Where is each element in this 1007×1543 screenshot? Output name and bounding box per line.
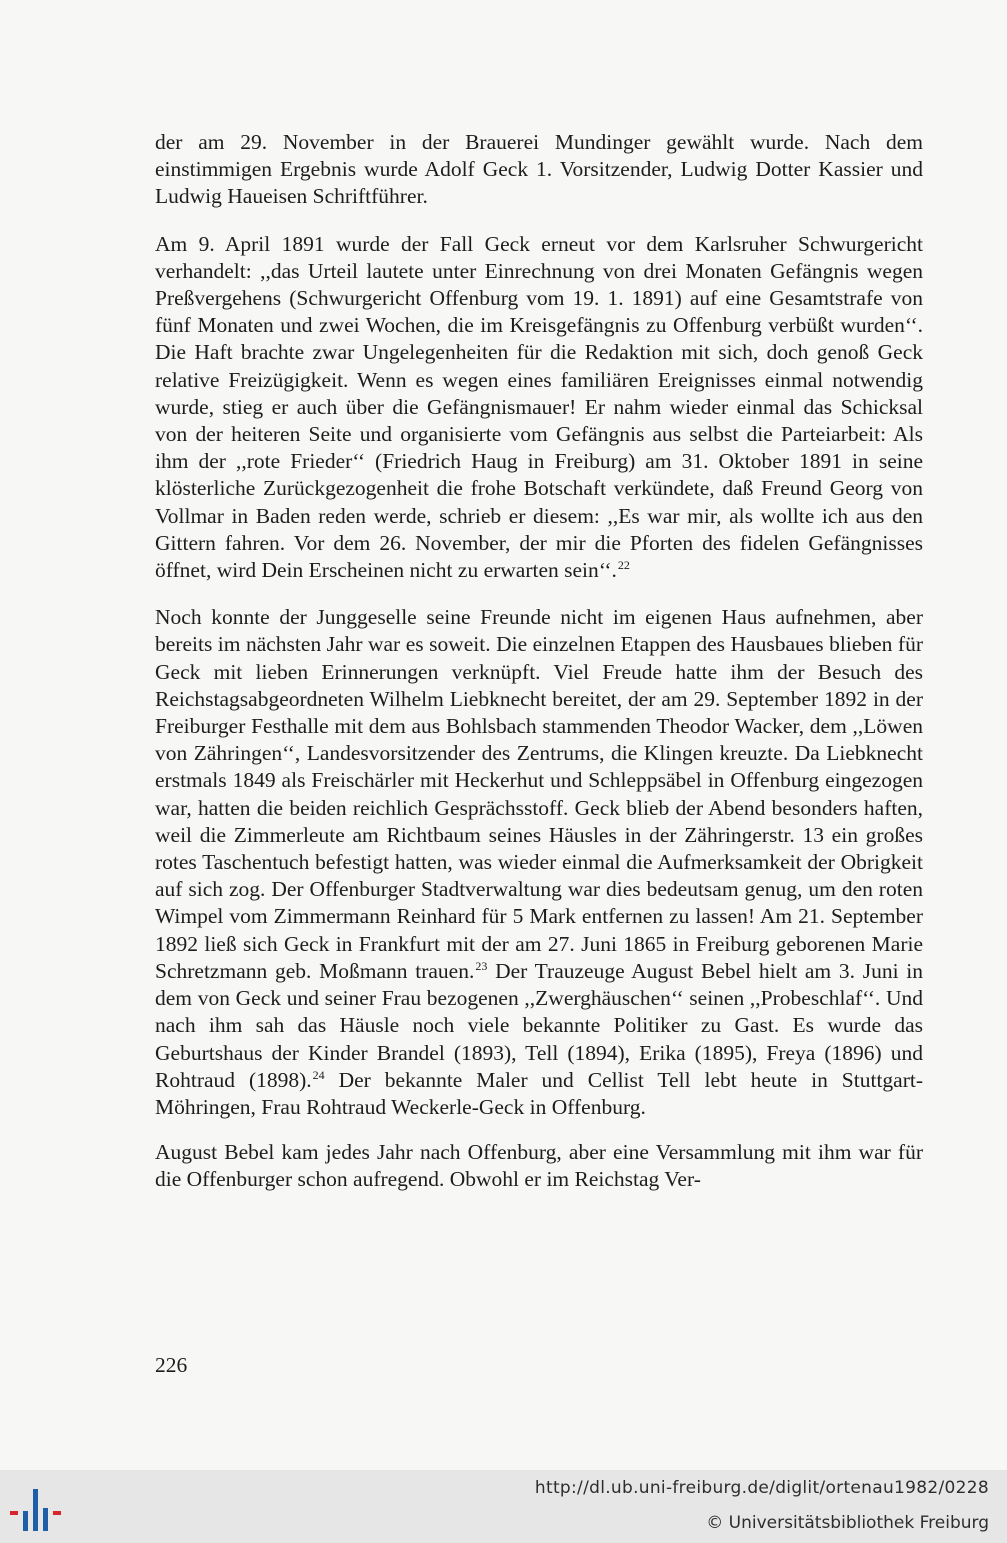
page-content — [155, 129, 923, 1194]
footnote-ref-24: 24 — [312, 1067, 325, 1082]
footnote-ref-22: 22 — [617, 558, 630, 573]
paragraph-2-text: Am 9. April 1891 wurde der Fall Geck erneut vor dem Karlsruher Schwurgericht verhandelt: ,,das Urteil lautete unter Einrechnung von drei Monaten Gefängnis wegen Preßvergehens (Schwurgericht Offenburg vom 19. 1. 1891) auf eine Gesamtstrafe von fünf Monaten und zwei Wochen, die im Kreisgefängnis zu Offenburg verbüßt wurden‘‘. Die Haft brachte zwar Ungelegenheiten für die Redaktion mit sich, doch genoß Geck relative Freizügigkeit. Wenn es wegen eines familiären Ereignisses einmal notwendig wurde, stieg er auch über die Gefängnismauer! Er nahm wieder einmal das Schicksal von der heiteren Seite und organisierte vom Gefängnis aus selbst die Parteiarbeit: Als ihm der ,,rote Frieder‘‘ (Friedrich Haug in Freiburg) am 31. Oktober 1891 in seine klösterliche Zurückgezogenheit die frohe Botschaft verkündete, daß Freund Georg von Vollmar in Baden reden werde, schrieb er diesem: ,,Es war mir, als wollte ich aus den Gittern fahren. Vor dem 26. November, der mir die Pforten des fidelen Gefängnisses öffnet, wird Dein Erscheinen nicht zu erwarten sein‘‘. — [155, 231, 923, 583]
page-number: 226 — [155, 1353, 188, 1377]
paragraph-4: August Bebel kam jedes Jahr nach Offenburg, aber eine Versammlung mit ihm war für die Offenburger schon aufregend. Obwohl er im Reichstag Ver- — [155, 1140, 923, 1192]
footer-url-link[interactable]: http://dl.ub.uni-freiburg.de/diglit/ortenau1982/0228 — [534, 1478, 989, 1498]
paragraph-3-part-1: Noch konnte der Junggeselle seine Freunde nicht im eigenen Haus aufnehmen, aber bereits im nächsten Jahr war es soweit. Die einzelnen Etappen des Hausbaues blieben für Geck mit lieben Erinnerungen verknüpft. Viel Freude hatte ihm der Besuch des Reichstagsabgeordneten Wilhelm Liebknecht bereitet, der am 29. September 1892 in der Freiburger Festhalle mit dem aus Bohlsbach stammenden Theodor Wacker, dem ,,Löwen von Zähringen‘‘, Landesvorsitzender des Zentrums, die Klingen kreuzte. Da Liebknecht erstmals 1849 als Freischärler mit Heckerhut und Schleppsäbel in Offenburg eingezogen war, hatten die beiden reichlich Gesprächsstoff. Geck blieb der Abend besonders haften, weil die Zimmerleute am Richtbaum seines Häusles in der Zähringerstr. 13 ein großes rotes Taschentuch befestigt hatten, was wieder einmal die Aufmerksamkeit der Obrigkeit auf sich zog. Der Offenburger Stadtverwaltung war dies bedeutsam genug, um den roten Wimpel vom Zimmermann Reinhard für 5 Mark entfernen zu lassen! Am 21. September 1892 ließ sich Geck in Frankfurt mit der am 27. Juni 1865 in Freiburg geborenen Marie Schretzmann geb. Moßmann trauen. — [155, 605, 923, 983]
paragraph-3 — [155, 604, 923, 1121]
paragraph-3-part-2: Der Trauzeuge August Bebel hielt am 3. Juni in dem von Geck und seiner Frau bezogenen ,,Zwerghäuschen‘‘ seinen ,,Probeschlaf‘‘. Und nach ihm sah das Häusle noch viele bekannte Politiker zu Gast. Es wurde das Geburtshaus der Kinder Brandel (1893), Tell (1894), Erika (1895), Freya (1896) und Rohtraud (1898). — [155, 958, 923, 1092]
paragraph-1: der am 29. November in der Brauerei Mundinger gewählt wurde. Nach dem einstimmigen Ergebnis wurde Adolf Geck 1. Vorsitzender, Ludwig Dotter Kassier und Ludwig Haueisen Schriftführer. — [155, 130, 923, 209]
footnote-ref-23: 23 — [475, 958, 488, 973]
ub-freiburg-logo-icon — [10, 1484, 66, 1536]
paragraph-3-part-3: Der bekannte Maler und Cellist Tell lebt heute in Stuttgart-Möhringen, Frau Rohtraud Weckerle-Geck in Offenburg. — [155, 1067, 924, 1119]
paragraph-2 — [155, 231, 923, 585]
footer-copyright: © Universitätsbibliothek Freiburg — [706, 1513, 989, 1533]
footer-bar — [0, 1470, 1007, 1543]
